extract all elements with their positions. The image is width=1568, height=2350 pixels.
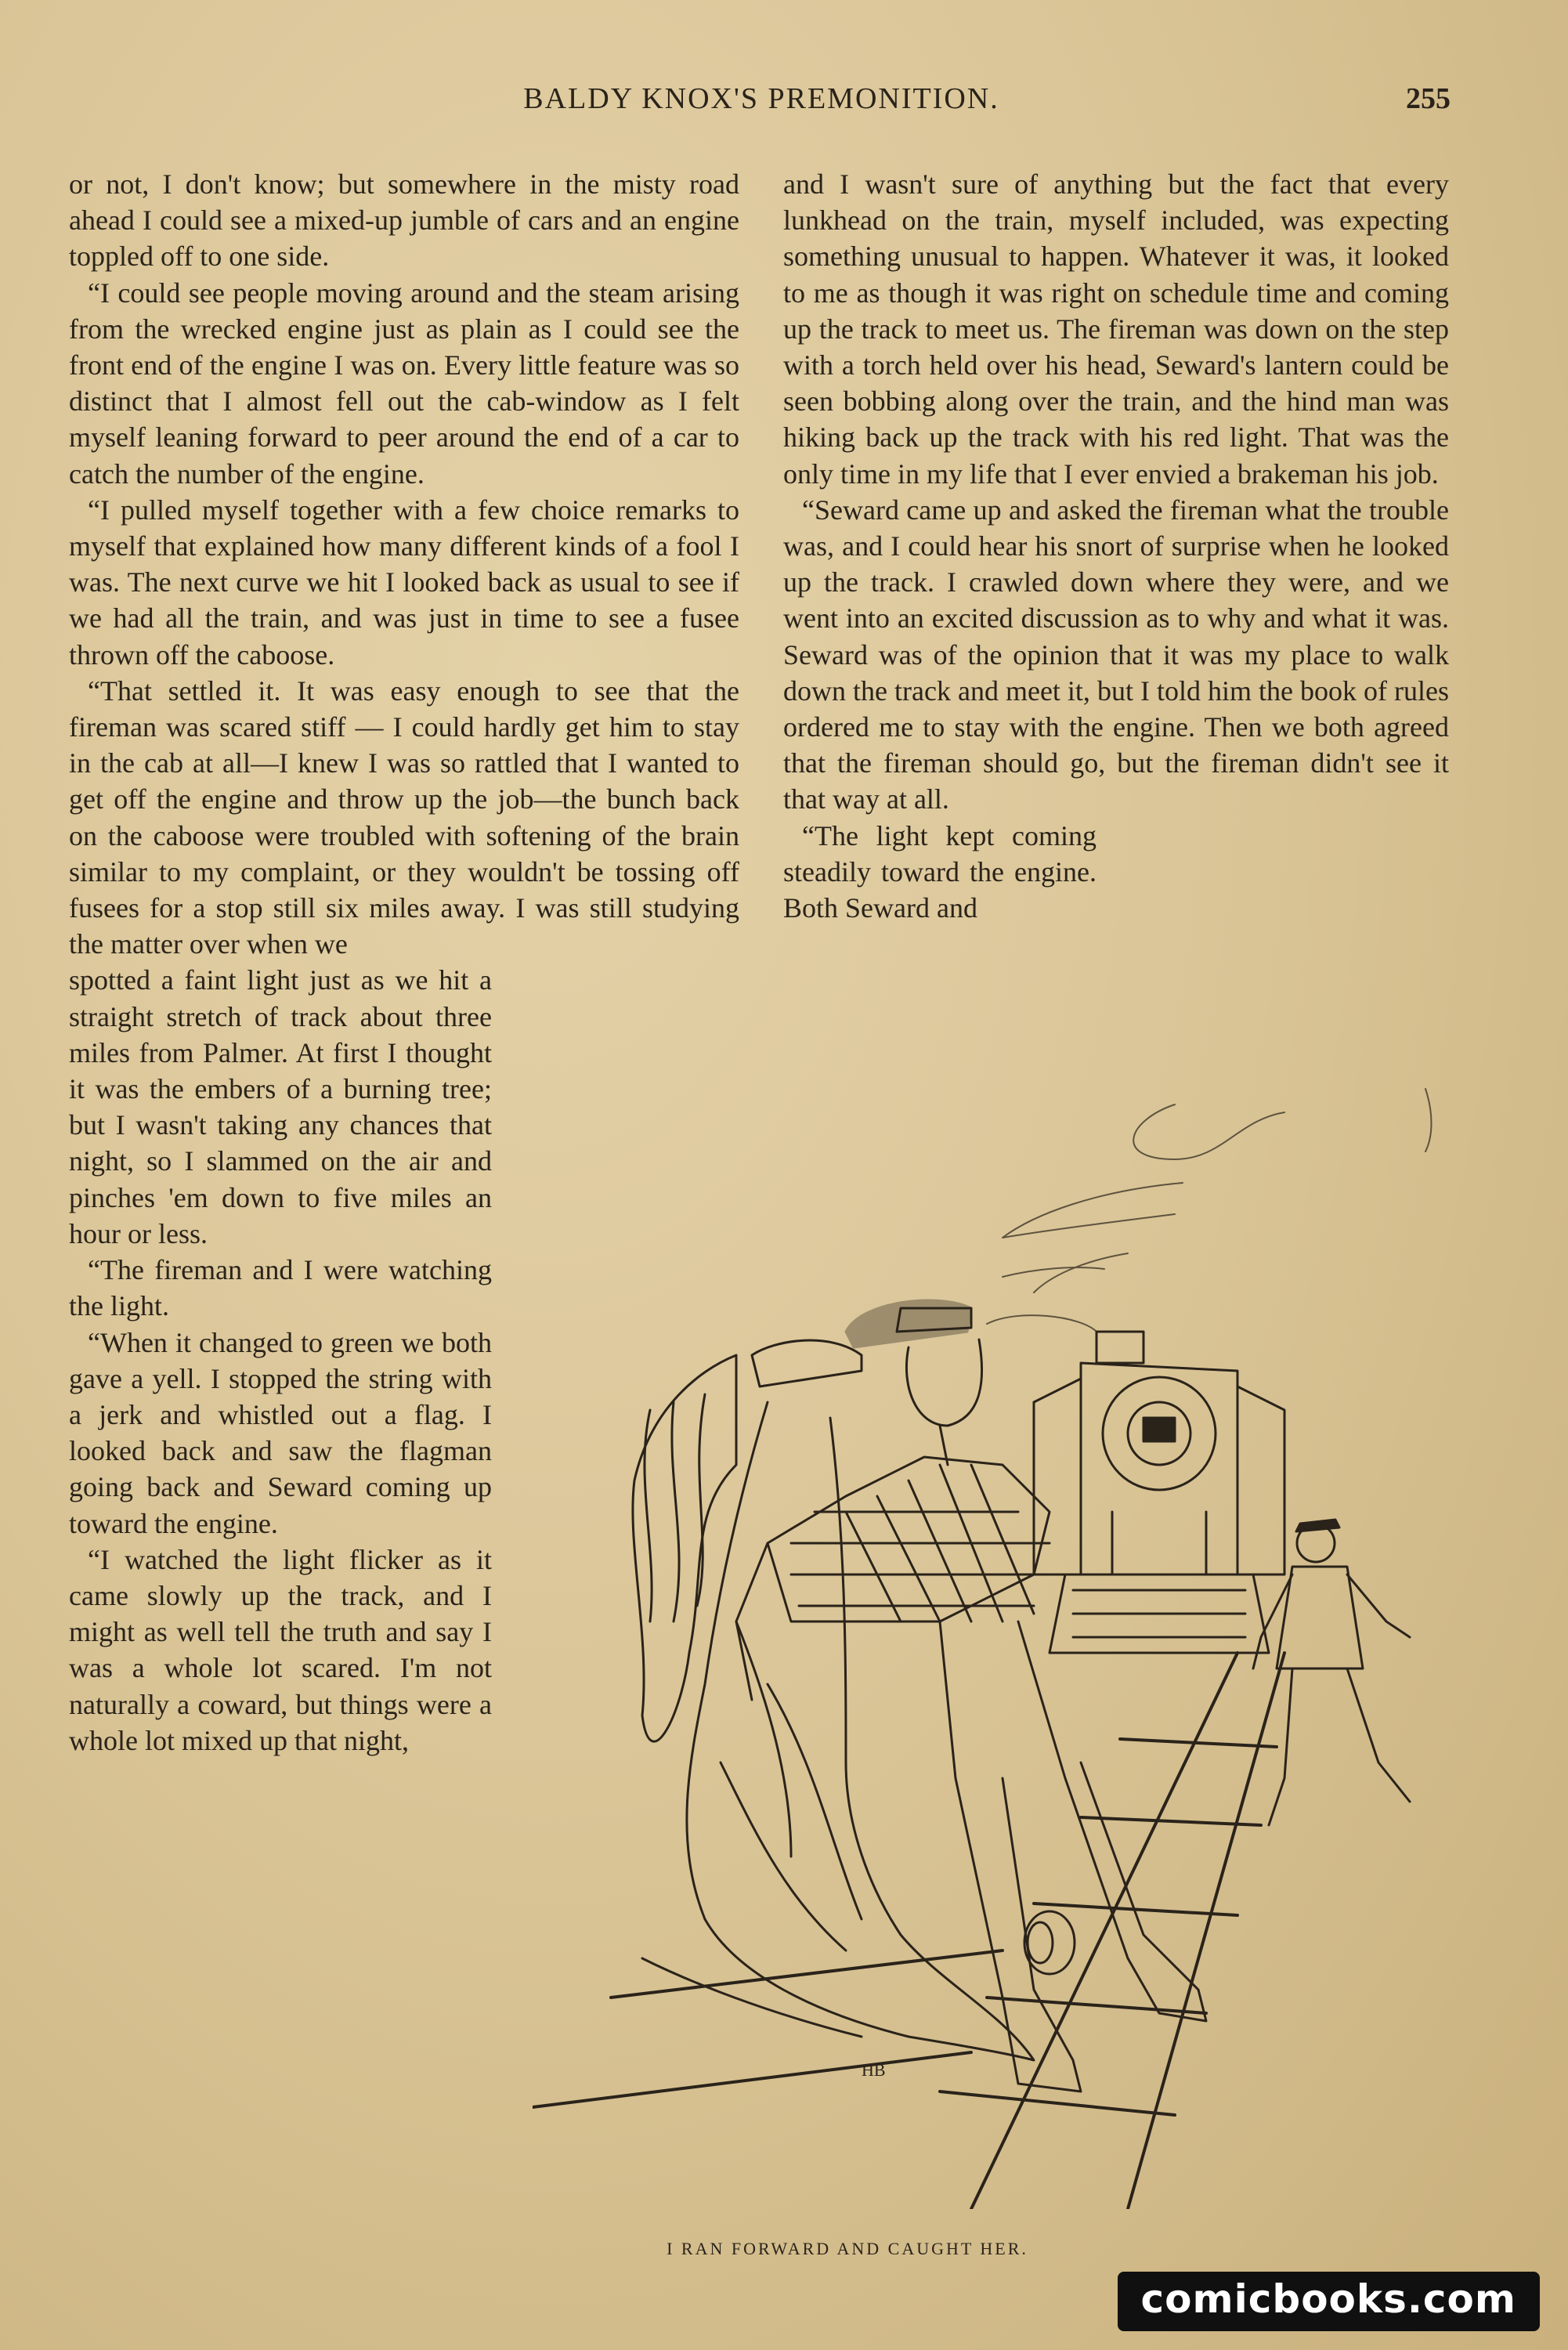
paragraph: “I could see people moving around and the steam arising from the wrecked engine just as plain as I could see the front end of the engine I was on. Every little feature was so distinct that I almost fell out the cab-window as I felt myself leaning forward to peer around the end of a car to catch the number of the engine. [69, 277, 739, 490]
paragraph: “Seward came up and asked the fireman what the trouble was, and I could hear his snort of surprise when he looked up the track. I crawled down where they were, and we went into an excited discussion as to why and what it was. Seward was of the opinion that it was my place to walk down the track and meet it, but I told him the book of rules ordered me to stay with the engine. Then we both agreed that the fireman should go, but the fireman didn't see it that way at all. [783, 494, 1449, 815]
paragraph: spotted a faint light just as we hit a straight stretch of track about three miles from Palmer. At first I thought it was the embers of a burning tree; but I wasn't taking any chances that night, so I slammed on the air and pinches 'em down to five miles an hour or less. [69, 964, 492, 1249]
running-man [1253, 1520, 1410, 1825]
steam-wisps [987, 1089, 1432, 1332]
right-column [783, 166, 1449, 926]
site-watermark[interactable]: comicbooks.com [1118, 2272, 1540, 2331]
narrow-text-block [69, 962, 492, 1758]
running-head: BALDY KNOX'S PREMONITION. [523, 82, 999, 115]
page-header [72, 81, 1451, 128]
paragraph: “I pulled myself together with a few choice remarks to myself that explained how many different kinds of a fool I was. The next curve we hit I looked back as usual to see if we had all the train, and was just in time to see a fusee thrown off the caboose. [69, 494, 739, 671]
page-number: 255 [1406, 82, 1451, 115]
illustration-caption: I RAN FORWARD AND CAUGHT HER. [667, 2239, 1028, 2258]
lantern [1024, 1911, 1075, 1974]
artist-signature: HB [862, 2060, 886, 2080]
paragraph: or not, I don't know; but somewhere in the misty road ahead I could see a mixed-up jumble of cars and an engine toppled off to one side. [69, 168, 739, 273]
woman-figure [633, 1340, 1034, 2060]
paragraph: “That settled it. It was easy enough to see that the fireman was scared stiff — I could hardly get him to stay in the cab at all—I knew I was so rattled that I wanted to get off the engine and throw up the job—the bunch back on the caboose were troubled with softening of the brain similar to my complaint, or they wouldn't be tossing off fusees for a stop still six miles away. I was still studying the matter over when we [69, 674, 739, 960]
locomotive [1034, 1332, 1284, 1653]
narrow-text-block [783, 818, 1097, 927]
paragraph: “When it changed to green we both gave a yell. I stopped the string with a jerk and whistled out a flag. I looked back and saw the flagman going back and Seward coming up toward the engine. [69, 1326, 492, 1539]
paragraph: “I watched the light flicker as it came slowly up the track, and I might as well tell the truth and say I was a whole lot scared. I'm not naturally a coward, but things were a whole lot mixed up that night, [69, 1543, 492, 1756]
paragraph: “The light kept coming steadily toward the engine. Both Seward and [783, 819, 1097, 924]
paragraph: “The fireman and I were watching the light. [69, 1254, 492, 1322]
paragraph: and I wasn't sure of anything but the fact that every lunkhead on the train, myself included, was expecting something unusual to happen. Whatever it was, it looked to me as though it was right on schedule time and coming up the track to meet us. The fireman was down on the step with a torch held over his head, Seward's lantern could be seen bobbing along over the train, and the hind man was hiking back up the track with his red light. That was the only time in my life that I ever envied a brakeman his job. [783, 168, 1449, 490]
illustration [533, 1073, 1472, 2209]
railroad-tracks [533, 1653, 1284, 2209]
